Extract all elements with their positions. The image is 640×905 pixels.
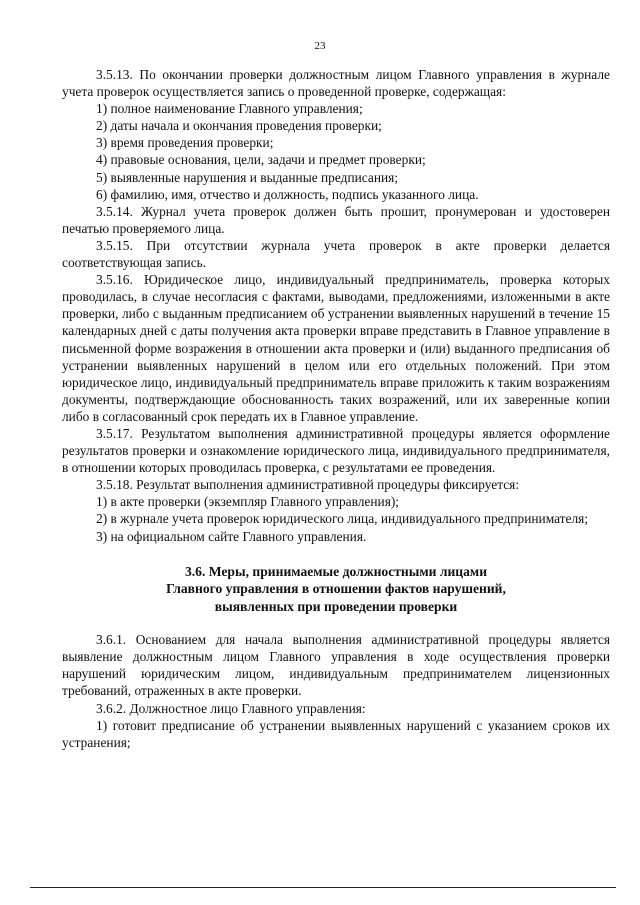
list-item: 2) даты начала и окончания проведения проверки; xyxy=(96,118,382,134)
paragraph-3-6-1: 3.6.1. Основанием для начала выполнения административной процедуры является выявление должностным лицом Главного управления в ходе осуществления проверки нарушений юридическим лицом, индивидуальным предпринимателем лицензионных требований, отраженных в акте проверки. xyxy=(62,632,610,699)
heading-line: Главного управления в отношении фактов нарушений, xyxy=(166,581,506,597)
list-item: 1) в акте проверки (экземпляр Главного управления); xyxy=(96,494,400,510)
heading-line: 3.6. Меры, принимаемые должностными лицами xyxy=(184,563,488,579)
list-item: 1) полное наименование Главного управления; xyxy=(96,101,363,117)
section-heading-3-6 xyxy=(62,563,610,616)
list-item: 2) в журнале учета проверок юридического лица, индивидуального предпринимателя; xyxy=(96,511,589,527)
footer-rule xyxy=(30,887,616,888)
paragraph-3-6-2: 3.6.2. Должностное лицо Главного управления: xyxy=(96,700,366,716)
document-body xyxy=(62,66,610,751)
paragraph-3-5-17: 3.5.17. Результатом выполнения административной процедуры является оформление результатов проверки и ознакомление юридического лица, индивидуального предпринимателя, в отношении которых проводилась проверка, с результатами ее проведения. xyxy=(62,425,610,476)
heading-line: выявленных при проведении проверки xyxy=(214,598,458,614)
paragraph-3-5-14: 3.5.14. Журнал учета проверок должен быть прошит, пронумерован и удостоверен печатью проверяемого лица. xyxy=(62,203,610,236)
paragraph-3-5-18: 3.5.18. Результат выполнения административной процедуры фиксируется: xyxy=(96,477,520,493)
page-number: 23 xyxy=(314,40,326,52)
list-item: 5) выявленные нарушения и выданные предписания; xyxy=(96,169,399,185)
list-item: 1) готовит предписание об устранении выявленных нарушений с указанием сроков их устранения; xyxy=(62,717,610,750)
list-item: 3) время проведения проверки; xyxy=(96,135,274,151)
paragraph-3-5-15: 3.5.15. При отсутствии журнала учета проверок в акте проверки делается соответствующая запись. xyxy=(62,237,610,271)
list-item: 6) фамилию, имя, отчество и должность, подпись указанного лица. xyxy=(96,186,479,202)
paragraph-3-5-13: 3.5.13. По окончании проверки должностным лицом Главного управления в журнале учета проверок осуществляется запись о проведенной проверке, содержащая: xyxy=(62,67,610,100)
list-item: 4) правовые основания, цели, задачи и предмет проверки; xyxy=(96,152,426,168)
paragraph-3-5-16: 3.5.16. Юридическое лицо, индивидуальный предприниматель, проверка которых проводилась, в случае несогласия с фактами, выводами, предложениями, изложенными в акте проверки, либо с выданным предписанием об устранении выявленных нарушений в течение 15 календарных дней с даты получения акта проверки вправе представить в Главное управление в письменной форме возражения в отношении акта проверки и (или) выданного предписания об устранении выявленных нарушений в целом или его отдельных положений. При этом юридическое лицо, индивидуальный предприниматель вправе приложить к таким возражениям документы, подтверждающие обоснованность таких возражений, или их заверенные копии либо в согласованный срок передать их в Главное управление. xyxy=(62,272,610,424)
list-item: 3) на официальном сайте Главного управления. xyxy=(96,528,367,544)
